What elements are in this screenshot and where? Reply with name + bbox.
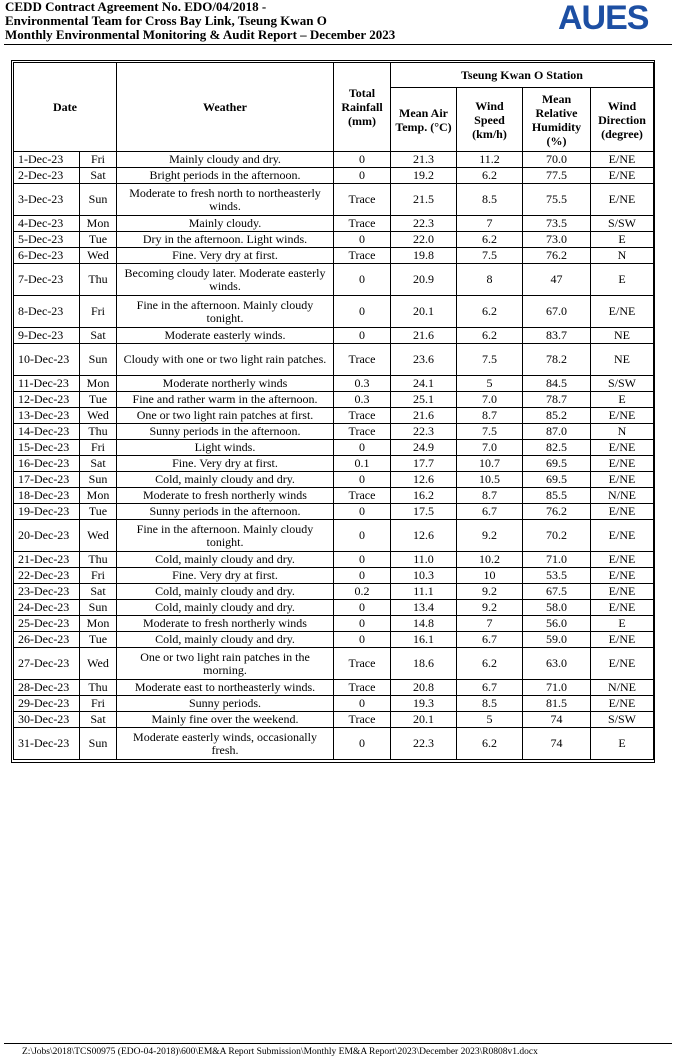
cell-weather: Cloudy with one or two light rain patches. <box>117 344 334 376</box>
cell-temp: 24.9 <box>391 440 457 456</box>
cell-day: Sun <box>80 600 117 616</box>
cell-rainfall: 0 <box>334 296 391 328</box>
cell-date: 17-Dec-23 <box>14 472 80 488</box>
cell-rainfall: Trace <box>334 488 391 504</box>
cell-humidity: 47 <box>523 264 591 296</box>
cell-rainfall: 0.3 <box>334 392 391 408</box>
cell-wind-direction: N/NE <box>591 680 654 696</box>
table-row <box>14 456 654 472</box>
header-line-team: Environmental Team for Cross Bay Link, Tseung Kwan O <box>5 13 327 28</box>
table-row <box>14 680 654 696</box>
cell-wind-direction: E/NE <box>591 456 654 472</box>
cell-rainfall: 0 <box>334 568 391 584</box>
table-row <box>14 488 654 504</box>
table-row <box>14 696 654 712</box>
table-row <box>14 376 654 392</box>
cell-date: 14-Dec-23 <box>14 424 80 440</box>
cell-date: 23-Dec-23 <box>14 584 80 600</box>
cell-day: Thu <box>80 264 117 296</box>
cell-temp: 18.6 <box>391 648 457 680</box>
cell-date: 16-Dec-23 <box>14 456 80 472</box>
cell-weather: Mainly cloudy and dry. <box>117 152 334 168</box>
cell-day: Mon <box>80 616 117 632</box>
cell-rainfall: 0 <box>334 504 391 520</box>
cell-wind-speed: 10.5 <box>457 472 523 488</box>
cell-temp: 13.4 <box>391 600 457 616</box>
cell-wind-speed: 9.2 <box>457 584 523 600</box>
cell-temp: 22.3 <box>391 424 457 440</box>
cell-date: 19-Dec-23 <box>14 504 80 520</box>
cell-weather: Fine in the afternoon. Mainly cloudy tonight. <box>117 296 334 328</box>
cell-humidity: 81.5 <box>523 696 591 712</box>
cell-humidity: 71.0 <box>523 552 591 568</box>
cell-temp: 14.8 <box>391 616 457 632</box>
cell-temp: 25.1 <box>391 392 457 408</box>
cell-weather: Fine and rather warm in the afternoon. <box>117 392 334 408</box>
cell-humidity: 53.5 <box>523 568 591 584</box>
cell-day: Sat <box>80 584 117 600</box>
cell-wind-direction: E/NE <box>591 296 654 328</box>
cell-wind-direction: N <box>591 424 654 440</box>
header-line-report: Monthly Environmental Monitoring & Audit Report – December 2023 <box>5 27 396 42</box>
cell-weather: Moderate to fresh northerly winds <box>117 488 334 504</box>
cell-weather: Moderate east to northeasterly winds. <box>117 680 334 696</box>
cell-humidity: 63.0 <box>523 648 591 680</box>
table-row <box>14 408 654 424</box>
cell-weather: Sunny periods in the afternoon. <box>117 504 334 520</box>
table-row <box>14 648 654 680</box>
cell-day: Tue <box>80 632 117 648</box>
cell-day: Mon <box>80 488 117 504</box>
cell-humidity: 85.5 <box>523 488 591 504</box>
cell-weather: Cold, mainly cloudy and dry. <box>117 632 334 648</box>
cell-date: 18-Dec-23 <box>14 488 80 504</box>
table-row <box>14 296 654 328</box>
cell-wind-direction: NE <box>591 328 654 344</box>
cell-wind-speed: 7.5 <box>457 248 523 264</box>
cell-humidity: 71.0 <box>523 680 591 696</box>
table-row <box>14 632 654 648</box>
cell-date: 7-Dec-23 <box>14 264 80 296</box>
cell-humidity: 73.0 <box>523 232 591 248</box>
cell-wind-speed: 7.0 <box>457 392 523 408</box>
cell-date: 27-Dec-23 <box>14 648 80 680</box>
cell-date: 20-Dec-23 <box>14 520 80 552</box>
header-date: Date <box>14 63 117 152</box>
table-row <box>14 616 654 632</box>
cell-day: Sun <box>80 344 117 376</box>
cell-wind-speed: 9.2 <box>457 600 523 616</box>
cell-rainfall: 0 <box>334 520 391 552</box>
cell-date: 11-Dec-23 <box>14 376 80 392</box>
table-row <box>14 552 654 568</box>
cell-humidity: 69.5 <box>523 472 591 488</box>
cell-rainfall: 0 <box>334 264 391 296</box>
header-weather: Weather <box>117 63 334 152</box>
cell-weather: Becoming cloudy later. Moderate easterly winds. <box>117 264 334 296</box>
cell-weather: Moderate to fresh northerly winds <box>117 616 334 632</box>
cell-date: 26-Dec-23 <box>14 632 80 648</box>
cell-rainfall: Trace <box>334 344 391 376</box>
header-humidity: Mean Relative Humidity (%) <box>523 88 591 152</box>
cell-temp: 19.8 <box>391 248 457 264</box>
cell-wind-speed: 8 <box>457 264 523 296</box>
cell-rainfall: 0 <box>334 168 391 184</box>
cell-wind-direction: N <box>591 248 654 264</box>
cell-day: Fri <box>80 696 117 712</box>
cell-day: Wed <box>80 648 117 680</box>
cell-day: Fri <box>80 440 117 456</box>
cell-wind-direction: E/NE <box>591 584 654 600</box>
cell-rainfall: 0 <box>334 616 391 632</box>
cell-wind-direction: E/NE <box>591 632 654 648</box>
cell-wind-speed: 10 <box>457 568 523 584</box>
cell-humidity: 85.2 <box>523 408 591 424</box>
header-wind-speed: Wind Speed (km/h) <box>457 88 523 152</box>
cell-humidity: 56.0 <box>523 616 591 632</box>
cell-humidity: 70.2 <box>523 520 591 552</box>
cell-rainfall: Trace <box>334 248 391 264</box>
cell-humidity: 76.2 <box>523 504 591 520</box>
cell-temp: 20.8 <box>391 680 457 696</box>
cell-wind-direction: E/NE <box>591 472 654 488</box>
table-row <box>14 392 654 408</box>
cell-humidity: 82.5 <box>523 440 591 456</box>
header-rainfall: Total Rainfall (mm) <box>334 63 391 152</box>
cell-day: Mon <box>80 216 117 232</box>
cell-wind-direction: E/NE <box>591 184 654 216</box>
header-line-contract: CEDD Contract Agreement No. EDO/04/2018 - <box>5 0 267 14</box>
cell-date: 28-Dec-23 <box>14 680 80 696</box>
table-row <box>14 504 654 520</box>
cell-wind-speed: 7.5 <box>457 424 523 440</box>
cell-humidity: 67.5 <box>523 584 591 600</box>
table-body <box>14 152 654 760</box>
table-row <box>14 184 654 216</box>
cell-wind-speed: 8.7 <box>457 488 523 504</box>
cell-weather: Mainly fine over the weekend. <box>117 712 334 728</box>
cell-day: Wed <box>80 408 117 424</box>
cell-weather: One or two light rain patches at first. <box>117 408 334 424</box>
cell-humidity: 59.0 <box>523 632 591 648</box>
cell-humidity: 87.0 <box>523 424 591 440</box>
cell-date: 25-Dec-23 <box>14 616 80 632</box>
cell-date: 3-Dec-23 <box>14 184 80 216</box>
cell-date: 10-Dec-23 <box>14 344 80 376</box>
cell-wind-direction: E/NE <box>591 696 654 712</box>
cell-date: 6-Dec-23 <box>14 248 80 264</box>
cell-rainfall: 0 <box>334 232 391 248</box>
cell-day: Sun <box>80 472 117 488</box>
cell-wind-direction: S/SW <box>591 216 654 232</box>
cell-weather: Cold, mainly cloudy and dry. <box>117 552 334 568</box>
cell-temp: 21.6 <box>391 328 457 344</box>
cell-weather: Moderate easterly winds, occasionally fresh. <box>117 728 334 760</box>
cell-date: 21-Dec-23 <box>14 552 80 568</box>
cell-day: Thu <box>80 680 117 696</box>
cell-humidity: 84.5 <box>523 376 591 392</box>
cell-wind-direction: E <box>591 392 654 408</box>
cell-weather: Cold, mainly cloudy and dry. <box>117 584 334 600</box>
cell-temp: 22.0 <box>391 232 457 248</box>
cell-wind-direction: E <box>591 264 654 296</box>
cell-date: 31-Dec-23 <box>14 728 80 760</box>
cell-humidity: 69.5 <box>523 456 591 472</box>
cell-humidity: 67.0 <box>523 296 591 328</box>
cell-wind-direction: E/NE <box>591 600 654 616</box>
cell-day: Mon <box>80 376 117 392</box>
cell-wind-speed: 7.0 <box>457 440 523 456</box>
cell-temp: 21.3 <box>391 152 457 168</box>
cell-weather: Fine. Very dry at first. <box>117 456 334 472</box>
cell-date: 29-Dec-23 <box>14 696 80 712</box>
cell-temp: 17.7 <box>391 456 457 472</box>
header-station: Tseung Kwan O Station <box>391 63 654 88</box>
cell-weather: Sunny periods in the afternoon. <box>117 424 334 440</box>
cell-wind-speed: 11.2 <box>457 152 523 168</box>
cell-wind-direction: E/NE <box>591 552 654 568</box>
cell-temp: 20.1 <box>391 296 457 328</box>
cell-temp: 11.1 <box>391 584 457 600</box>
table-row <box>14 568 654 584</box>
cell-day: Sun <box>80 728 117 760</box>
cell-wind-speed: 9.2 <box>457 520 523 552</box>
table-row <box>14 424 654 440</box>
cell-wind-direction: E/NE <box>591 520 654 552</box>
cell-wind-speed: 10.2 <box>457 552 523 568</box>
cell-rainfall: 0 <box>334 328 391 344</box>
table-row <box>14 712 654 728</box>
cell-date: 30-Dec-23 <box>14 712 80 728</box>
cell-day: Sat <box>80 456 117 472</box>
cell-temp: 11.0 <box>391 552 457 568</box>
cell-rainfall: Trace <box>334 680 391 696</box>
cell-date: 8-Dec-23 <box>14 296 80 328</box>
cell-day: Tue <box>80 392 117 408</box>
cell-temp: 10.3 <box>391 568 457 584</box>
weather-table <box>13 62 654 760</box>
cell-weather: Bright periods in the afternoon. <box>117 168 334 184</box>
cell-humidity: 75.5 <box>523 184 591 216</box>
cell-weather: Sunny periods. <box>117 696 334 712</box>
cell-day: Sat <box>80 712 117 728</box>
cell-humidity: 83.7 <box>523 328 591 344</box>
cell-wind-speed: 10.7 <box>457 456 523 472</box>
cell-rainfall: 0.3 <box>334 376 391 392</box>
cell-date: 2-Dec-23 <box>14 168 80 184</box>
cell-humidity: 70.0 <box>523 152 591 168</box>
cell-day: Sun <box>80 184 117 216</box>
cell-rainfall: Trace <box>334 424 391 440</box>
cell-wind-speed: 5 <box>457 376 523 392</box>
footer-file-path: Z:\Jobs\2018\TCS00975 (EDO-04-2018)\600\EM&A Report Submission\Monthly EM&A Report\2023\December 2023\R0808v1.docx <box>22 1047 538 1057</box>
table-row <box>14 600 654 616</box>
cell-date: 13-Dec-23 <box>14 408 80 424</box>
cell-rainfall: 0 <box>334 632 391 648</box>
cell-day: Wed <box>80 248 117 264</box>
header-divider <box>4 44 672 45</box>
table-row <box>14 152 654 168</box>
cell-humidity: 77.5 <box>523 168 591 184</box>
cell-temp: 22.3 <box>391 216 457 232</box>
table-row <box>14 440 654 456</box>
cell-humidity: 73.5 <box>523 216 591 232</box>
cell-temp: 16.1 <box>391 632 457 648</box>
table-row <box>14 728 654 760</box>
cell-humidity: 78.7 <box>523 392 591 408</box>
cell-rainfall: 0 <box>334 696 391 712</box>
cell-wind-speed: 8.5 <box>457 184 523 216</box>
cell-temp: 20.9 <box>391 264 457 296</box>
cell-wind-direction: E/NE <box>591 152 654 168</box>
cell-rainfall: Trace <box>334 184 391 216</box>
cell-rainfall: 0.1 <box>334 456 391 472</box>
cell-wind-direction: E <box>591 232 654 248</box>
cell-rainfall: 0 <box>334 472 391 488</box>
cell-wind-speed: 8.7 <box>457 408 523 424</box>
cell-wind-direction: E <box>591 616 654 632</box>
report-header <box>5 0 545 42</box>
table-row <box>14 216 654 232</box>
cell-wind-direction: S/SW <box>591 376 654 392</box>
cell-wind-speed: 6.2 <box>457 296 523 328</box>
cell-wind-direction: E/NE <box>591 440 654 456</box>
cell-wind-speed: 6.7 <box>457 632 523 648</box>
table-row <box>14 168 654 184</box>
cell-day: Fri <box>80 568 117 584</box>
cell-rainfall: 0 <box>334 152 391 168</box>
table-row <box>14 520 654 552</box>
cell-wind-speed: 6.7 <box>457 504 523 520</box>
table-row <box>14 264 654 296</box>
cell-temp: 23.6 <box>391 344 457 376</box>
cell-temp: 12.6 <box>391 520 457 552</box>
cell-wind-speed: 7.5 <box>457 344 523 376</box>
cell-day: Sat <box>80 168 117 184</box>
aues-logo: AUES <box>558 0 649 37</box>
table-row <box>14 248 654 264</box>
cell-day: Fri <box>80 296 117 328</box>
cell-wind-speed: 7 <box>457 216 523 232</box>
cell-weather: Fine in the afternoon. Mainly cloudy tonight. <box>117 520 334 552</box>
cell-weather: Light winds. <box>117 440 334 456</box>
cell-wind-direction: S/SW <box>591 712 654 728</box>
cell-rainfall: 0 <box>334 440 391 456</box>
cell-wind-speed: 5 <box>457 712 523 728</box>
cell-temp: 20.1 <box>391 712 457 728</box>
cell-humidity: 58.0 <box>523 600 591 616</box>
cell-wind-direction: E/NE <box>591 168 654 184</box>
cell-temp: 24.1 <box>391 376 457 392</box>
cell-wind-direction: E/NE <box>591 648 654 680</box>
table-row <box>14 232 654 248</box>
cell-wind-speed: 6.2 <box>457 168 523 184</box>
cell-weather: Cold, mainly cloudy and dry. <box>117 600 334 616</box>
cell-rainfall: 0.2 <box>334 584 391 600</box>
table-row <box>14 584 654 600</box>
cell-rainfall: Trace <box>334 408 391 424</box>
cell-date: 4-Dec-23 <box>14 216 80 232</box>
cell-humidity: 76.2 <box>523 248 591 264</box>
cell-day: Thu <box>80 424 117 440</box>
cell-rainfall: Trace <box>334 712 391 728</box>
cell-date: 1-Dec-23 <box>14 152 80 168</box>
cell-humidity: 74 <box>523 728 591 760</box>
cell-date: 15-Dec-23 <box>14 440 80 456</box>
cell-day: Tue <box>80 232 117 248</box>
cell-wind-speed: 8.5 <box>457 696 523 712</box>
cell-temp: 21.6 <box>391 408 457 424</box>
header-temp: Mean Air Temp. (°C) <box>391 88 457 152</box>
cell-weather: Fine. Very dry at first. <box>117 248 334 264</box>
cell-day: Thu <box>80 552 117 568</box>
cell-weather: Dry in the afternoon. Light winds. <box>117 232 334 248</box>
cell-temp: 17.5 <box>391 504 457 520</box>
table-row <box>14 344 654 376</box>
cell-rainfall: Trace <box>334 648 391 680</box>
cell-wind-speed: 6.2 <box>457 232 523 248</box>
cell-temp: 19.2 <box>391 168 457 184</box>
cell-date: 12-Dec-23 <box>14 392 80 408</box>
cell-date: 22-Dec-23 <box>14 568 80 584</box>
cell-wind-speed: 6.7 <box>457 680 523 696</box>
cell-date: 24-Dec-23 <box>14 600 80 616</box>
cell-wind-direction: NE <box>591 344 654 376</box>
table-row <box>14 472 654 488</box>
cell-temp: 21.5 <box>391 184 457 216</box>
cell-date: 9-Dec-23 <box>14 328 80 344</box>
cell-day: Tue <box>80 504 117 520</box>
header-wind-direction: Wind Direction (degree) <box>591 88 654 152</box>
cell-weather: One or two light rain patches in the morning. <box>117 648 334 680</box>
cell-wind-direction: E/NE <box>591 568 654 584</box>
cell-rainfall: 0 <box>334 600 391 616</box>
footer-divider <box>4 1043 672 1044</box>
cell-temp: 12.6 <box>391 472 457 488</box>
cell-temp: 16.2 <box>391 488 457 504</box>
cell-humidity: 74 <box>523 712 591 728</box>
cell-wind-speed: 6.2 <box>457 328 523 344</box>
cell-weather: Mainly cloudy. <box>117 216 334 232</box>
cell-rainfall: 0 <box>334 552 391 568</box>
cell-wind-direction: E <box>591 728 654 760</box>
cell-day: Sat <box>80 328 117 344</box>
cell-weather: Moderate northerly winds <box>117 376 334 392</box>
cell-wind-speed: 6.2 <box>457 648 523 680</box>
table-row <box>14 328 654 344</box>
cell-rainfall: 0 <box>334 728 391 760</box>
cell-day: Wed <box>80 520 117 552</box>
cell-weather: Fine. Very dry at first. <box>117 568 334 584</box>
cell-wind-speed: 6.2 <box>457 728 523 760</box>
cell-temp: 22.3 <box>391 728 457 760</box>
cell-day: Fri <box>80 152 117 168</box>
cell-weather: Cold, mainly cloudy and dry. <box>117 472 334 488</box>
cell-wind-speed: 7 <box>457 616 523 632</box>
cell-wind-direction: E/NE <box>591 408 654 424</box>
cell-temp: 19.3 <box>391 696 457 712</box>
cell-rainfall: Trace <box>334 216 391 232</box>
cell-wind-direction: N/NE <box>591 488 654 504</box>
cell-date: 5-Dec-23 <box>14 232 80 248</box>
cell-weather: Moderate easterly winds. <box>117 328 334 344</box>
cell-wind-direction: E/NE <box>591 504 654 520</box>
cell-weather: Moderate to fresh north to northeasterly winds. <box>117 184 334 216</box>
cell-humidity: 78.2 <box>523 344 591 376</box>
